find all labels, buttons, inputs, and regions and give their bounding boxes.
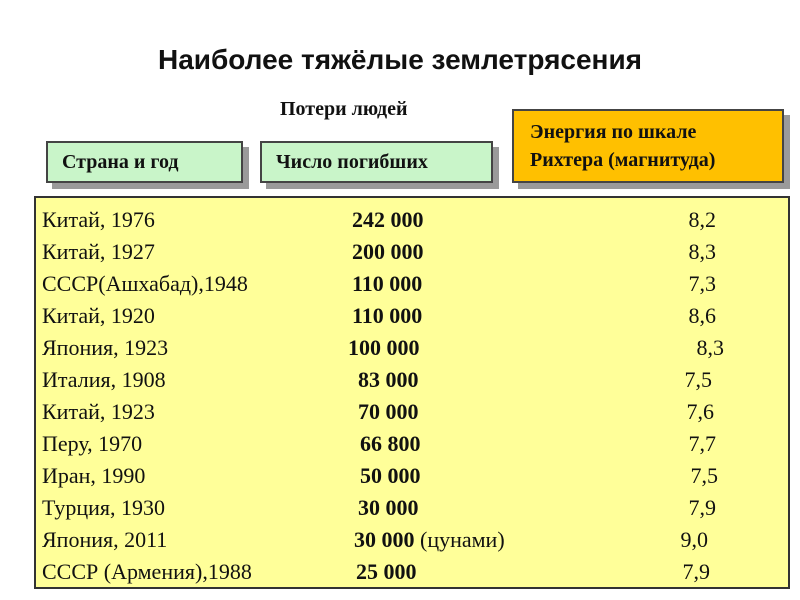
country-cell: Китай, 1927 bbox=[42, 239, 155, 264]
header-energy-line1: Энергия по шкале bbox=[530, 121, 697, 143]
magnitude-cell: 7,7 bbox=[688, 431, 716, 456]
earthquake-table bbox=[34, 196, 790, 589]
deaths-cell: 30 000 bbox=[358, 495, 419, 520]
deaths-cell: 242 000 bbox=[352, 207, 424, 232]
deaths-cell: 30 000 (цунами) bbox=[354, 527, 505, 552]
magnitude-cell: 8,2 bbox=[688, 207, 716, 232]
deaths-cell: 66 800 bbox=[360, 431, 421, 456]
table-row bbox=[36, 396, 788, 428]
magnitude-cell: 7,5 bbox=[684, 367, 712, 392]
deaths-cell: 100 000 bbox=[348, 335, 420, 360]
magnitude-cell: 7,9 bbox=[682, 559, 710, 584]
magnitude-cell: 8,3 bbox=[696, 335, 724, 360]
country-cell: Китай, 1923 bbox=[42, 399, 155, 424]
table-row bbox=[36, 364, 788, 396]
table-row bbox=[36, 428, 788, 460]
page-title: Наиболее тяжёлые землетрясения bbox=[157, 44, 643, 75]
magnitude-cell: 7,6 bbox=[686, 399, 714, 424]
country-cell: Япония, 2011 bbox=[42, 527, 168, 552]
table-row bbox=[36, 236, 788, 268]
magnitude-cell: 9,0 bbox=[680, 527, 708, 552]
magnitude-cell: 7,9 bbox=[688, 495, 716, 520]
deaths-cell: 25 000 bbox=[356, 559, 417, 584]
country-cell: Китай, 1920 bbox=[42, 303, 155, 328]
header-country: Страна и год bbox=[46, 141, 243, 183]
table-row bbox=[36, 300, 788, 332]
deaths-cell: 110 000 bbox=[352, 303, 423, 328]
deaths-cell: 200 000 bbox=[352, 239, 424, 264]
country-cell: СССР (Армения),1988 bbox=[42, 559, 252, 584]
country-cell: СССР(Ашхабад),1948 bbox=[42, 271, 248, 296]
header-energy bbox=[512, 109, 784, 183]
table-row bbox=[36, 492, 788, 524]
country-cell: Италия, 1908 bbox=[42, 367, 166, 392]
country-cell: Иран, 1990 bbox=[42, 463, 146, 488]
table-row bbox=[36, 460, 788, 492]
country-cell: Перу, 1970 bbox=[42, 431, 143, 456]
deaths-cell: 70 000 bbox=[358, 399, 419, 424]
table-row bbox=[36, 556, 788, 588]
table-row bbox=[36, 524, 788, 556]
country-cell: Япония, 1923 bbox=[42, 335, 169, 360]
magnitude-cell: 7,3 bbox=[688, 271, 716, 296]
table-row bbox=[36, 332, 788, 364]
subtitle: Потери людей bbox=[280, 98, 408, 120]
magnitude-cell: 7,5 bbox=[690, 463, 718, 488]
header-deaths: Число погибших bbox=[260, 141, 493, 183]
table-row bbox=[36, 204, 788, 236]
magnitude-cell: 8,3 bbox=[688, 239, 716, 264]
magnitude-cell: 8,6 bbox=[688, 303, 716, 328]
country-cell: Китай, 1976 bbox=[42, 207, 155, 232]
country-cell: Турция, 1930 bbox=[42, 495, 166, 520]
table-row bbox=[36, 268, 788, 300]
header-energy-line2: Рихтера (магнитуда) bbox=[530, 149, 716, 171]
deaths-cell: 50 000 bbox=[360, 463, 421, 488]
deaths-cell: 83 000 bbox=[358, 367, 419, 392]
deaths-cell: 110 000 bbox=[352, 271, 423, 296]
